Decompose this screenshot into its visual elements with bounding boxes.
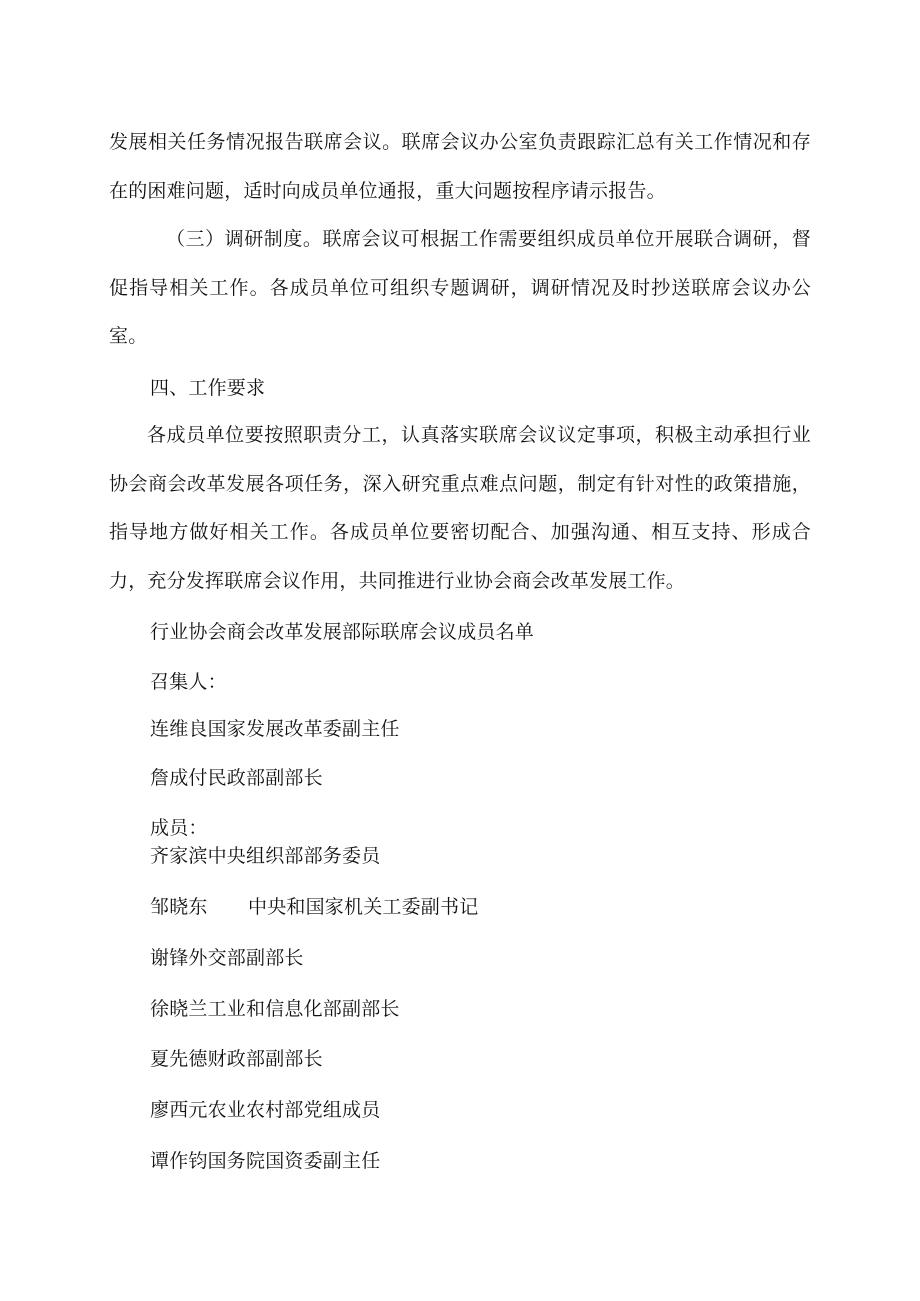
- convener-entry: 连维良国家发展改革委副主任: [150, 718, 400, 740]
- paragraph-research-system: （三）调研制度。联席会议可根据工作需要组织成员单位开展联合调研，督促指导相关工作。各成员单位可组织专题调研，调研情况及时抄送联席会议办公室。: [109, 228, 811, 347]
- section-heading-work-requirements: 四、工作要求: [150, 377, 266, 399]
- member-name: 邹晓东: [150, 896, 208, 918]
- convener-entry: 詹成付民政部副部长: [150, 767, 323, 789]
- member-entry: 廖西元农业农村部党组成员: [150, 1099, 381, 1121]
- member-entry: 夏先德财政部副部长: [150, 1048, 323, 1070]
- member-entry: 徐晓兰工业和信息化部副部长: [150, 998, 400, 1020]
- member-title: 中央和国家机关工委副书记: [248, 896, 479, 918]
- member-entry: [150, 894, 478, 920]
- convener-label: 召集人：: [150, 671, 227, 693]
- members-label: 成员：: [150, 817, 208, 839]
- member-entry: 齐家滨中央组织部部务委员: [150, 845, 381, 867]
- member-entry: 谢锋外交部副部长: [150, 947, 304, 969]
- paragraph-reporting-continued: 发展相关任务情况报告联席会议。联席会议办公室负责跟踪汇总有关工作情况和存在的困难问题，适时向成员单位通报，重大问题按程序请示报告。: [109, 131, 811, 202]
- member-entry: 谭作钧国务院国资委副主任: [150, 1150, 381, 1172]
- paragraph-work-requirements: 各成员单位要按照职责分工，认真落实联席会议议定事项，积极主动承担行业协会商会改革发展各项任务，深入研究重点难点问题，制定有针对性的政策措施，指导地方做好相关工作。各成员单位要密切配合、加强沟通、相互支持、形成合力，充分发挥联席会议作用，共同推进行业协会商会改革发展工作。: [109, 424, 811, 592]
- roster-title: 行业协会商会改革发展部际联席会议成员名单: [150, 621, 535, 643]
